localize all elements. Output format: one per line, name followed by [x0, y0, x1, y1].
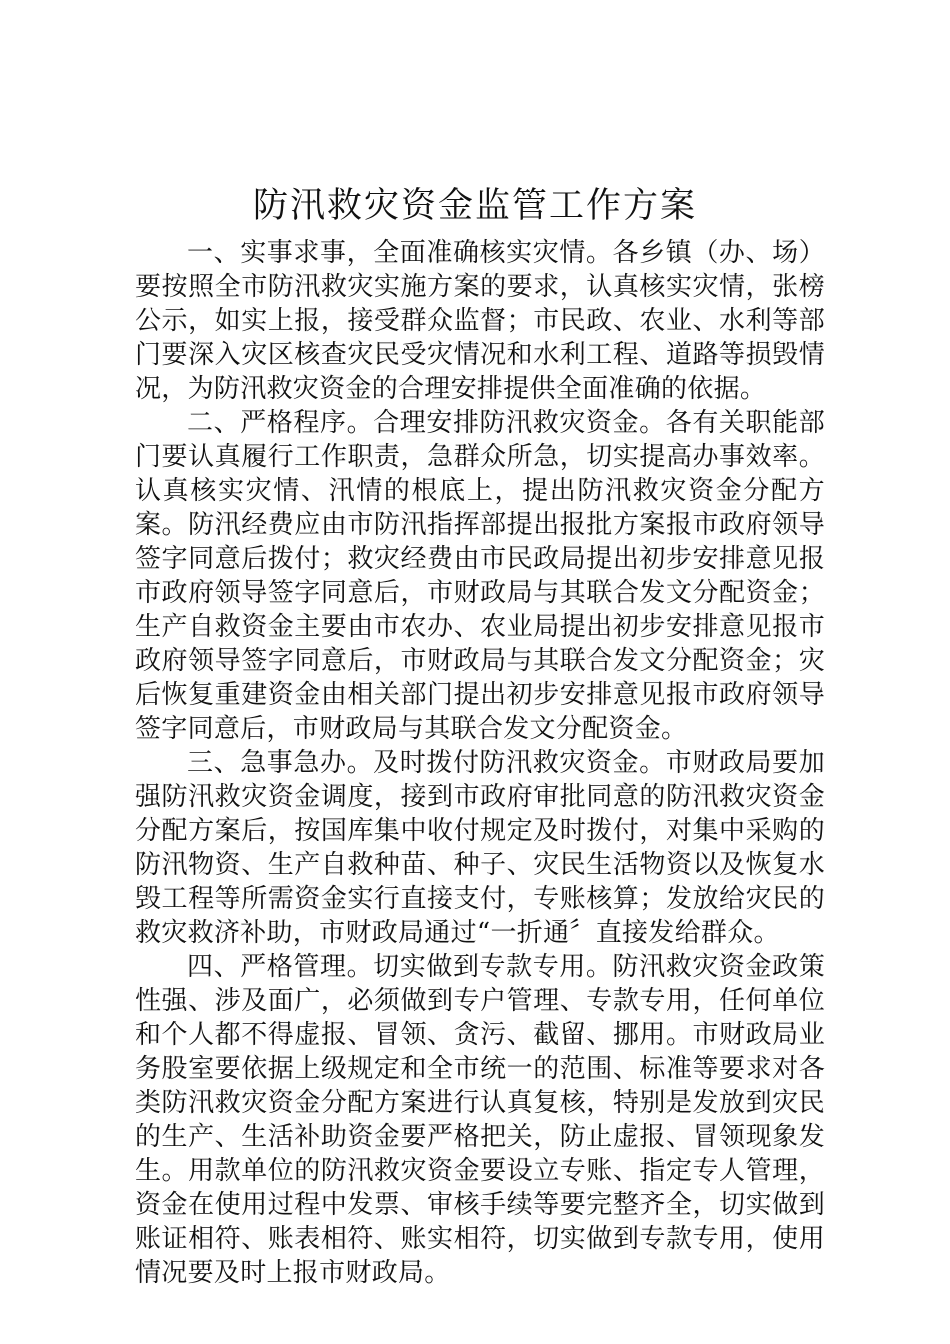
- paragraph-1: 一、实事求事，全面准确核实灾情。各乡镇（办、场）要按照全市防汛救灾实施方案的要求，认真核实灾情，张榜公示，如实上报，接受群众监督；市民政、农业、水利等部门要深入灾区核查灾民受灾情况和水利工程、道路等损毁情况，为防汛救灾资金的合理安排提供全面准确的依据。: [135, 238, 825, 404]
- document-title: 防汛救灾资金监管工作方案: [252, 186, 697, 226]
- document-body: [135, 236, 825, 1290]
- paragraph-3: 三、急事急办。及时拨付防汛救灾资金。市财政局要加强防汛救灾资金调度，接到市政府审批同意的防汛救灾资金分配方案后，按国库集中收付规定及时拨付，对集中采购的防汛物资、生产自救种苗、种子、灾民生活物资以及恢复水毁工程等所需资金实行直接支付，专账核算；发放给灾民的救灾救济补助，市财政局通过“一折通〞直接发给群众。: [135, 748, 825, 948]
- paragraph-4: 四、严格管理。切实做到专款专用。防汛救灾资金政策性强、涉及面广，必须做到专户管理、专款专用，任何单位和个人都不得虚报、冒领、贪污、截留、挪用。市财政局业务股室要依据上级规定和全市统一的范围、标准等要求对各类防汛救灾资金分配方案进行认真复核，特别是发放到灾民的生产、生活补助资金要严格把关，防止虚报、冒领现象发生。用款单位的防汛救灾资金要设立专账、指定专人管理，资金在使用过程中发票、审核手续等要完整齐全，切实做到账证相符、账表相符、账实相符，切实做到专款专用，使用情况要及时上报市财政局。: [135, 952, 825, 1288]
- paragraph-2: 二、严格程序。合理安排防汛救灾资金。各有关职能部门要认真履行工作职责，急群众所急，切实提高办事效率。认真核实灾情、汛情的根底上，提出防汛救灾资金分配方案。防汛经费应由市防汛指挥部提出报批方案报市政府领导签字同意后拨付；救灾经费由市民政局提出初步安排意见报市政府领导签字同意后，市财政局与其联合发文分配资金；生产自救资金主要由市农办、农业局提出初步安排意见报市政府领导签字同意后，市财政局与其联合发文分配资金；灾后恢复重建资金由相关部门提出初步安排意见报市政府领导签字同意后，市财政局与其联合发文分配资金。: [135, 408, 825, 744]
